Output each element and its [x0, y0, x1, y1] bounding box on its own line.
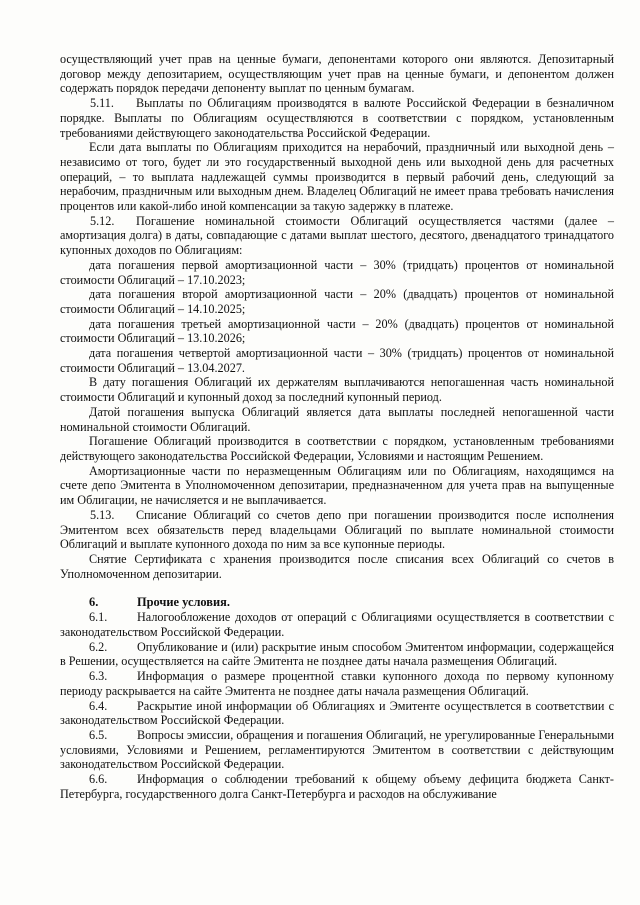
paragraph-issue-maturity-date: Датой погашения выпуска Облигаций является дата выплаты последней непогашенной части номинальной стоимости Облигаций.	[60, 404, 614, 434]
clause-6-6	[60, 772, 614, 801]
clause-number: 6.3.	[89, 669, 108, 684]
clause-text: Информация о соблюдении требований к общему объему дефицита бюджета Санкт-Петербурга, государственного долга Санкт-Петербурга и расходов на обслуживание	[60, 772, 614, 801]
clause-5-12	[60, 214, 614, 258]
clause-number: 6.5.	[89, 727, 108, 742]
paragraph-amortization-unplaced: Амортизационные части по неразмещенным Облигациям или по Облигациям, находящимся на счете депо Эмитента в Уполномоченном депозитарии, предназначенном для учета прав на выпущенные им Облигации, не начисляется и не выплачивается.	[60, 463, 614, 508]
amortization-part-4: дата погашения четвертой амортизационной части – 30% (тридцать) процентов от номинальной стоимости Облигаций – 13.04.2027.	[60, 346, 614, 375]
clause-text: Налогообложение доходов от операций с Облигациями осуществляется в соответствии с законодательством Российской Федерации.	[60, 610, 614, 640]
clause-number: 6.6.	[89, 772, 108, 787]
clause-6-5	[60, 728, 614, 772]
clause-number: 6.4.	[89, 698, 108, 713]
clause-text: Раскрытие иной информации об Облигациях и Эмитенте осуществлется в соответствии с законодательством Российской Федерации.	[60, 698, 614, 728]
clause-text: Погашение номинальной стоимости Облигаций осуществляется частями (далее – амортизация долга) в даты, совпадающие с датами выплат шестого, десятого, двенадцатого тринадцатого купонных доходов по Облигациям:	[60, 213, 614, 258]
clause-6-3	[60, 669, 614, 698]
clause-text: Опубликование и (или) раскрытие иным способом Эмитентом информации, содержащейся в Решении, осуществляется на сайте Эмитента не позднее даты начала размещения Облигаций.	[60, 639, 614, 669]
paragraph-redemption-procedure: Погашение Облигаций производится в соответствии с порядком, установленным требованиями действующего законодательства Российской Федерации, Условиями и настоящим Решением.	[60, 434, 614, 463]
clause-6-2	[60, 640, 614, 669]
clause-text: Выплаты по Облигациям производятся в валюте Российской Федерации в безналичном порядке. Выплаты по Облигациям осуществляются в соответствии с порядком, установленным требованиями действующего законодательства Российской Федерации.	[60, 96, 614, 140]
section-6-heading	[60, 595, 614, 610]
clause-5-13	[60, 508, 614, 552]
clause-number: 5.13.	[90, 507, 115, 522]
clause-text: Информация о размере процентной ставки купонного дохода по первому купонному периоду раскрывается на сайте Эмитента не позднее даты начала размещения Облигаций.	[60, 669, 614, 698]
clause-5-11	[60, 96, 614, 140]
section-title: Прочие условия.	[137, 595, 230, 610]
clause-number: 5.12.	[90, 213, 115, 228]
clause-text: Списание Облигаций со счетов депо при погашении производится после исполнения Эмитентом всех обязательств перед владельцами Облигаций по выплате номинальной стоимости Облигаций и выплате купонного дохода по ним за все купонные периоды.	[60, 507, 614, 552]
clause-number: 6.2.	[89, 639, 108, 654]
section-number: 6.	[89, 595, 99, 610]
amortization-part-1: дата погашения первой амортизационной части – 30% (тридцать) процентов от номинальной стоимости Облигаций – 17.10.2023;	[60, 257, 614, 287]
paragraph-maturity-payment: В дату погашения Облигаций их держателям выплачиваются непогашенная часть номинальной стоимости Облигаций и купонный доход за последний купонный период.	[60, 375, 614, 405]
clause-number: 6.1.	[89, 610, 108, 625]
paragraph-continuation: осуществляющий учет прав на ценные бумаги, депонентами которого они являются. Депозитарный договор между депозитарием, осуществляющим учет прав на ценные бумаги, и депонентом должен содержать порядок передачи депоненту выплат по ценным бумагам.	[60, 52, 614, 96]
paragraph-certificate-removal: Снятие Сертификата с хранения производится после списания всех Облигаций со счетов в Уполномоченном депозитарии.	[60, 551, 614, 581]
clause-6-1	[60, 610, 614, 639]
amortization-part-2: дата погашения второй амортизационной части – 20% (двадцать) процентов от номинальной стоимости Облигаций – 14.10.2025;	[60, 287, 614, 316]
paragraph-holiday-payment: Если дата выплаты по Облигациям приходится на нерабочий, праздничный или выходной день – независимо от того, будет ли это государственный выходной день или выходной день для расчетных операций, – то выплата надлежащей суммы производится в первый рабочий день, следующий за нерабочим, праздничным или выходным днем. Владелец Облигаций не имеет права требовать начисления процентов или какой-либо иной компенсации за такую задержку в платеже.	[60, 140, 614, 214]
clause-number: 5.11.	[90, 96, 114, 111]
clause-6-4	[60, 699, 614, 728]
amortization-part-3: дата погашения третьей амортизационной части – 20% (двадцать) процентов от номинальной стоимости Облигаций – 13.10.2026;	[60, 316, 614, 346]
clause-text: Вопросы эмиссии, обращения и погашения Облигаций, не урегулированные Генеральными условиями, Условиями и Решением, регламентируются Эмитентом в соответствии с действующим законодательством Российской Федерации.	[60, 727, 614, 772]
